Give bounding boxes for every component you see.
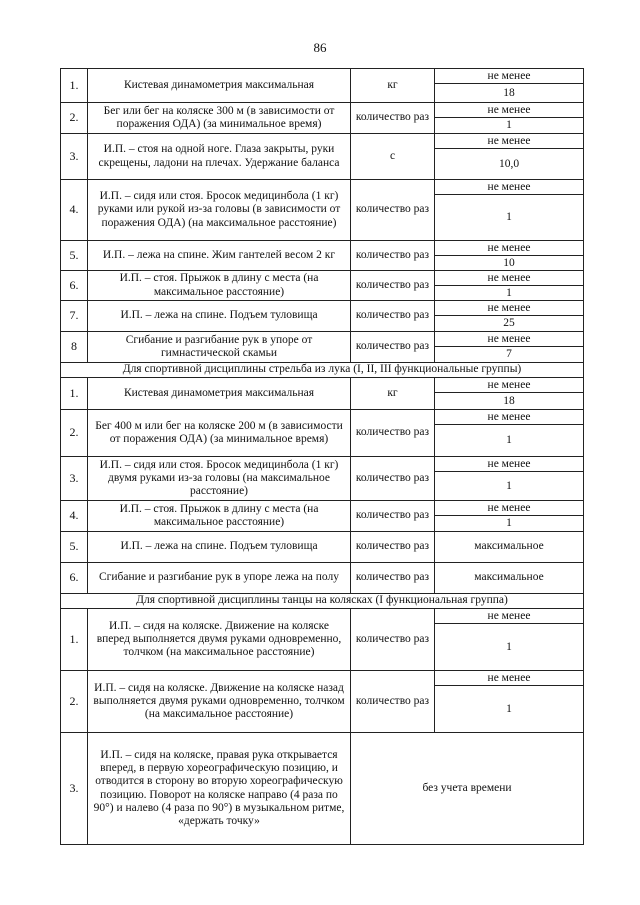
table-row [61,532,584,563]
min-label: не менее [435,241,583,256]
page-number: 86 [313,40,327,55]
row-number: 4. [61,501,88,532]
norms-table [60,68,584,845]
min-label: не менее [435,271,583,286]
exercise-cell: И.П. – лежа на спине. Подъем туловища [88,532,351,563]
norm-value: 18 [503,395,515,407]
row-number: 8 [61,332,88,363]
norms-table-body [61,69,584,845]
norm-cell [435,301,584,332]
table-row [61,609,584,671]
min-label: не менее [435,103,583,118]
unit-cell: количество раз [351,609,435,671]
table-row [61,69,584,103]
row-number: 1. [61,69,88,103]
exercise-cell: И.П. – стоя. Прыжок в длину с места (на максимальное расстояние) [88,501,351,532]
norm-cell [435,134,584,180]
norm-cell [435,271,584,301]
exercise-cell: И.П. – стоя. Прыжок в длину с места (на максимальное расстояние) [88,271,351,301]
row-number: 2. [61,410,88,457]
unit-cell: количество раз [351,671,435,733]
row-number: 3. [61,733,88,845]
row-number: 2. [61,671,88,733]
norm-cell [435,180,584,241]
exercise-cell: Сгибание и разгибание рук в упоре от гимнастической скамьи [88,332,351,363]
norm-cell [435,103,584,134]
exercise-cell: И.П. – сидя на коляске. Движение на коляске вперед выполняется двумя руками одновременно, толчком (на максимальное расстояние) [88,609,351,671]
row-number: 5. [61,532,88,563]
result-cell: максимальное [435,563,584,594]
unit-cell: количество раз [351,271,435,301]
table-row [61,332,584,363]
min-label: не менее [435,301,583,316]
unit-cell: количество раз [351,332,435,363]
norm-cell [435,241,584,271]
table-row [61,378,584,410]
result-cell: без учета времени [351,733,584,845]
exercise-cell: И.П. – сидя или стоя. Бросок медицинбола (1 кг) двумя руками из-за головы (на максимальное расстояние) [88,457,351,501]
unit-cell: количество раз [351,563,435,594]
norm-value: 25 [503,317,515,329]
table-row [61,241,584,271]
norm-value: 1 [506,641,512,653]
row-number: 3. [61,134,88,180]
exercise-cell: И.П. – сидя на коляске, правая рука открывается вперед, в первую хореографическую позицию, и отводится в сторону во вторую хореографическую позицию. Поворот на коляске направо (4 раза по 90°) и налево (4 раза по 90°) в музыкальном ритме, «держать точку» [88,733,351,845]
unit-cell: количество раз [351,103,435,134]
norm-value: 1 [506,434,512,446]
norm-value: 1 [506,119,512,131]
row-number: 6. [61,563,88,594]
exercise-cell: Бег 400 м или бег на коляске 200 м (в зависимости от поражения ОДА) (за минимальное время) [88,410,351,457]
norm-cell [435,671,584,733]
exercise-cell: И.П. – стоя на одной ноге. Глаза закрыты, руки скрещены, ладони на плечах. Удержание баланса [88,134,351,180]
norm-value: 7 [506,348,512,360]
row-number: 3. [61,457,88,501]
row-number: 2. [61,103,88,134]
min-label: не менее [435,180,583,195]
table-row [61,733,584,845]
unit-cell: количество раз [351,241,435,271]
row-number: 1. [61,609,88,671]
section-heading-archery: Для спортивной дисциплины стрельба из лука (I, II, III функциональные группы) [61,363,584,378]
exercise-cell: Кистевая динамометрия максимальная [88,69,351,103]
table-row [61,501,584,532]
exercise-cell: И.П. – сидя или стоя. Бросок медицинбола (1 кг) руками или рукой из-за головы (в зависимости от поражения ОДА) (на максимальное расстояние) [88,180,351,241]
table-row [61,457,584,501]
norm-value: 1 [506,211,512,223]
min-label: не менее [435,501,583,516]
norm-value: 1 [506,703,512,715]
unit-cell: количество раз [351,301,435,332]
min-label: не менее [435,410,583,425]
norm-cell [435,69,584,103]
table-row [61,134,584,180]
exercise-cell: Сгибание и разгибание рук в упоре лежа на полу [88,563,351,594]
unit-cell: количество раз [351,457,435,501]
unit-cell: количество раз [351,532,435,563]
unit-cell: кг [351,69,435,103]
exercise-cell: И.П. – сидя на коляске. Движение на коляске назад выполняется двумя руками одновременно, толчком (на максимальное расстояние) [88,671,351,733]
norm-cell [435,609,584,671]
norm-value: 1 [506,287,512,299]
row-number: 7. [61,301,88,332]
norm-cell [435,410,584,457]
table-row [61,271,584,301]
exercise-cell: Бег или бег на коляске 300 м (в зависимости от поражения ОДА) (за минимальное время) [88,103,351,134]
unit-cell: количество раз [351,180,435,241]
exercise-cell: И.П. – лежа на спине. Подъем туловища [88,301,351,332]
norm-cell [435,332,584,363]
section-heading-dance: Для спортивной дисциплины танцы на колясках (I функциональная группа) [61,594,584,609]
norm-value: 1 [506,480,512,492]
row-number: 1. [61,378,88,410]
norm-cell [435,501,584,532]
min-label: не менее [435,134,583,149]
norm-cell [435,457,584,501]
norm-value: 10,0 [498,158,520,170]
norm-value: 18 [503,87,515,99]
norm-value: 1 [506,517,512,529]
min-label: не менее [435,378,583,393]
min-label: не менее [435,609,583,624]
norm-value: 10 [503,257,515,269]
table-row [61,103,584,134]
min-label: не менее [435,457,583,472]
unit-cell: количество раз [351,501,435,532]
exercise-cell: И.П. – лежа на спине. Жим гантелей весом 2 кг [88,241,351,271]
row-number: 6. [61,271,88,301]
table-row [61,671,584,733]
row-number: 4. [61,180,88,241]
row-number: 5. [61,241,88,271]
unit-cell: кг [351,378,435,410]
min-label: не менее [435,69,583,84]
table-row [61,410,584,457]
table-row [61,563,584,594]
result-cell: максимальное [435,532,584,563]
min-label: не менее [435,332,583,347]
unit-cell: с [351,134,435,180]
table-row [61,180,584,241]
norm-cell [435,378,584,410]
exercise-cell: Кистевая динамометрия максимальная [88,378,351,410]
section-row [61,594,584,609]
unit-cell: количество раз [351,410,435,457]
min-label: не менее [435,671,583,686]
section-row [61,363,584,378]
table-row [61,301,584,332]
